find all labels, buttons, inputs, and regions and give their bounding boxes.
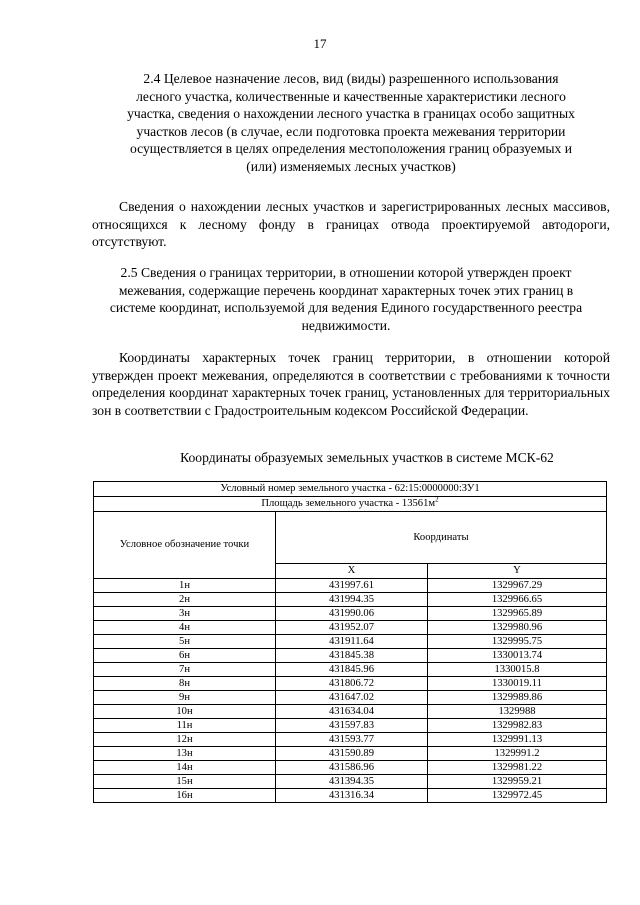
x-cell: 431647.02 [276,691,428,705]
table-row [94,775,607,789]
point-cell: 7н [94,663,276,677]
table-row [94,593,607,607]
y-cell: 1330013.74 [428,649,607,663]
point-cell: 1н [94,579,276,593]
table-caption: Координаты образуемых земельных участков в системе МСК-62 [180,450,554,465]
y-cell: 1329972.45 [428,789,607,803]
y-cell: 1329981.22 [428,761,607,775]
table-row [94,663,607,677]
point-cell: 15н [94,775,276,789]
table-row [94,621,607,635]
area-unit-superscript: 2 [435,496,439,504]
point-cell: 10н [94,705,276,719]
y-cell: 1330015.8 [428,663,607,677]
y-cell: 1329965.89 [428,607,607,621]
table-row [94,719,607,733]
coordinates-table [93,481,607,803]
point-cell: 3н [94,607,276,621]
section-2-4-body: Сведения о нахождении лесных участков и зарегистрированных лесных массивов, относящихся к лесному фонду в границах отвода проектируемой автодороги, отсутствуют. [92,199,610,249]
table-row [94,607,607,621]
x-cell: 431597.83 [276,719,428,733]
point-cell: 12н [94,733,276,747]
table-row [94,747,607,761]
point-cell: 4н [94,621,276,635]
x-cell: 431845.38 [276,649,428,663]
point-cell: 16н [94,789,276,803]
x-cell: 431911.64 [276,635,428,649]
table-row [94,579,607,593]
table-row [94,635,607,649]
x-cell: 431590.89 [276,747,428,761]
table-row [94,705,607,719]
x-cell: 431634.04 [276,705,428,719]
section-2-5-heading: 2.5 Сведения о границах территории, в отношении которой утвержден проект межевания, содержащие перечень координат характерных точек этих границ в системе координат, используемой для ведения Единого государственного реестра недвижимости. [109,265,583,333]
table-row [94,733,607,747]
point-cell: 14н [94,761,276,775]
x-column-header: X [276,564,428,579]
section-2-5-body: Координаты характерных точек границ территории, в отношении которой утвержден проект межевания, определяются в соответствии с требованиями к точности определения координат характерных точек границ, установленных для территориальных зон в соответствии с Градостроительным кодексом Российской Федерации. [92,350,610,418]
page-number: 17 [313,36,327,51]
y-cell: 1329980.96 [428,621,607,635]
x-cell: 431997.61 [276,579,428,593]
table-row [94,691,607,705]
point-cell: 6н [94,649,276,663]
x-cell: 431394.35 [276,775,428,789]
table-row [94,677,607,691]
y-cell: 1329966.65 [428,593,607,607]
table-row [94,789,607,803]
x-cell: 431845.96 [276,663,428,677]
y-cell: 1329991.2 [428,747,607,761]
parcel-number-cell: Условный номер земельного участка - 62:15:0000000:ЗУ1 [94,482,607,497]
y-cell: 1329967.29 [428,579,607,593]
point-cell: 11н [94,719,276,733]
y-cell: 1329988 [428,705,607,719]
x-cell: 431593.77 [276,733,428,747]
table-row [94,761,607,775]
point-cell: 2н [94,593,276,607]
x-cell: 431586.96 [276,761,428,775]
section-2-4-heading: 2.4 Целевое назначение лесов, вид (виды) разрешенного использования лесного участка, количественные и качественные характеристики лесного участка, сведения о нахождении лесного участка в границах особо защитных участков лесов (в случае, если подготовка проекта межевания территории осуществляется в целях определения местоположения границ образуемых и (или) изменяемых лесных участков) [127,71,575,174]
x-cell: 431952.07 [276,621,428,635]
parcel-area-cell [94,497,607,512]
point-column-header: Условное обозначение точки [94,512,276,579]
parcel-area-label: Площадь земельного участка - 13561м [261,498,436,509]
x-cell: 431316.34 [276,789,428,803]
coordinates-column-header: Координаты [276,512,607,564]
y-cell: 1329989.86 [428,691,607,705]
table-row [94,649,607,663]
point-cell: 13н [94,747,276,761]
y-cell: 1330019.11 [428,677,607,691]
y-cell: 1329991.13 [428,733,607,747]
y-column-header: Y [428,564,607,579]
y-cell: 1329995.75 [428,635,607,649]
x-cell: 431806.72 [276,677,428,691]
x-cell: 431990.06 [276,607,428,621]
x-cell: 431994.35 [276,593,428,607]
y-cell: 1329959.21 [428,775,607,789]
point-cell: 8н [94,677,276,691]
point-cell: 5н [94,635,276,649]
point-cell: 9н [94,691,276,705]
y-cell: 1329982.83 [428,719,607,733]
